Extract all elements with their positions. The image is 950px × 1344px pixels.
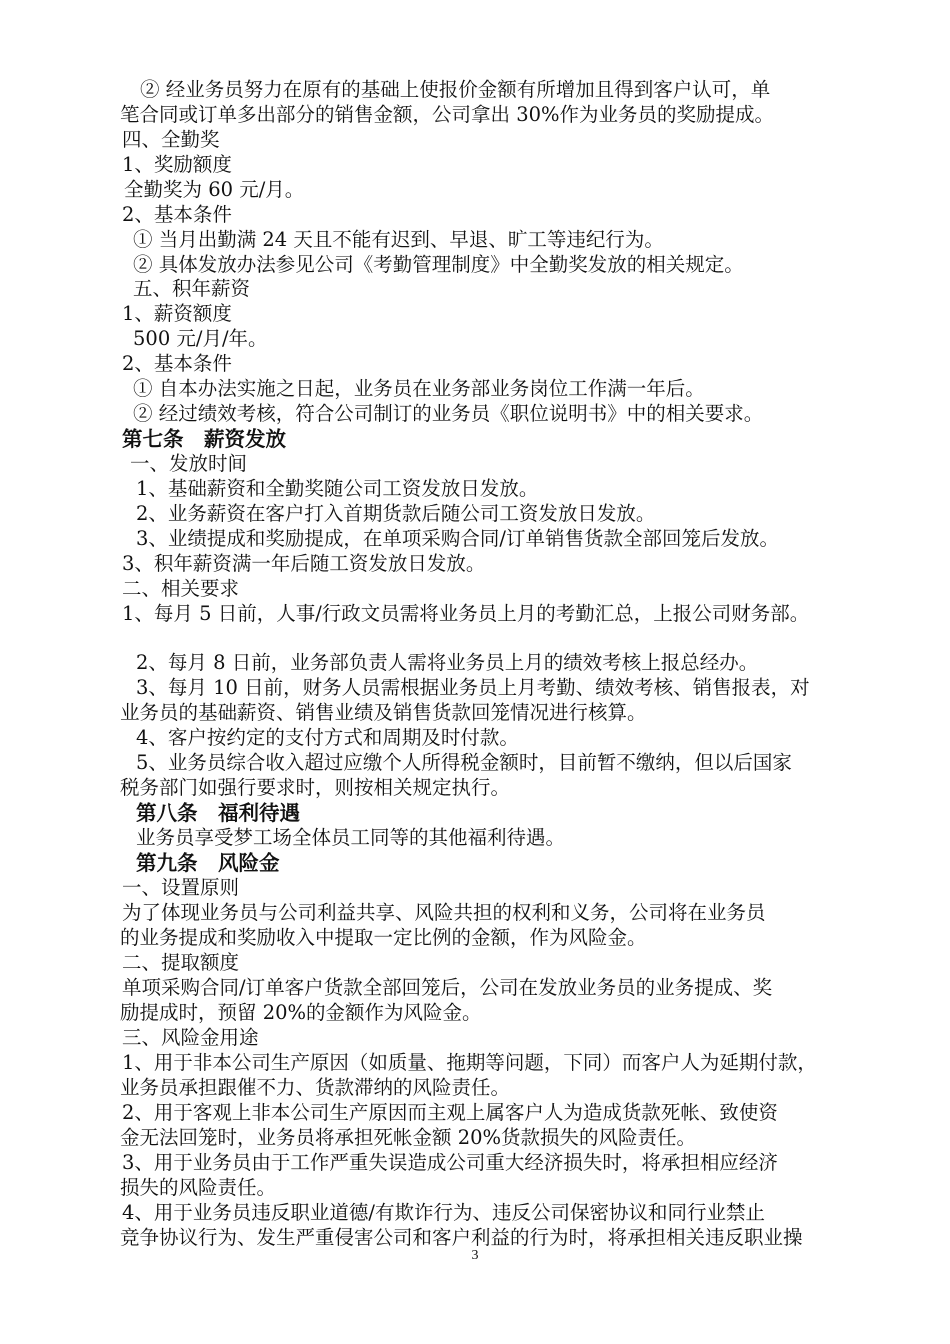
text-line: 4、客户按约定的支付方式和周期及时付款。 (136, 726, 519, 749)
text-line: 损失的风险责任。 (120, 1176, 277, 1199)
text-line: ① 自本办法实施之日起，业务员在业务部业务岗位工作满一年后。 (133, 377, 705, 400)
text-line: 2、每月 8 日前，业务部负责人需将业务员上月的绩效考核上报总经办。 (136, 651, 759, 674)
text-line: ① 当月出勤满 24 天且不能有迟到、早退、旷工等违纪行为。 (133, 228, 664, 251)
text-line: 4、用于业务员违反职业道德/有欺诈行为、违反公司保密协议和同行业禁止 (122, 1201, 765, 1224)
text-line: 2、基本条件 (122, 352, 232, 375)
text-line: 税务部门如强行要求时，则按相关规定执行。 (120, 776, 511, 799)
text-line: 1、每月 5 日前，人事/行政文员需将业务员上月的考勤汇总，上报公司财务部。 (122, 602, 810, 625)
text-line: 2、基本条件 (122, 203, 232, 226)
text-line: 为了体现业务员与公司利益共享、风险共担的权利和义务，公司将在业务员 (122, 901, 766, 924)
text-line: 一、发放时间 (130, 452, 248, 475)
text-line: 500 元/月/年。 (133, 327, 268, 350)
text-line: 业务员承担跟催不力、货款滞纳的风险责任。 (120, 1076, 511, 1099)
text-line: 1、薪资额度 (122, 302, 232, 325)
section-heading: 第七条 薪资发放 (122, 427, 286, 451)
text-line: 的业务提成和奖励收入中提取一定比例的金额，作为风险金。 (120, 926, 647, 949)
text-line: 励提成时，预留 20%的金额作为风险金。 (120, 1001, 482, 1024)
page-number: 3 (471, 1248, 479, 1263)
text-line: 竞争协议行为、发生严重侵害公司和客户利益的行为时，将承担相关违反职业操 (120, 1226, 803, 1249)
text-line: 四、全勤奖 (122, 128, 220, 151)
text-line: 3、业绩提成和奖励提成，在单项采购合同/订单销售货款全部回笼后发放。 (136, 527, 779, 550)
text-line: 3、每月 10 日前，财务人员需根据业务员上月考勤、绩效考核、销售报表，对 (136, 676, 810, 699)
text-line: 笔合同或订单多出部分的销售金额，公司拿出 30%作为业务员的奖励提成。 (120, 103, 775, 126)
section-heading: 第九条 风险金 (136, 851, 280, 875)
text-line: 二、提取额度 (122, 951, 240, 974)
text-line: 3、积年薪资满一年后随工资发放日发放。 (122, 552, 486, 575)
section-heading: 第八条 福利待遇 (136, 801, 300, 825)
text-line: 3、用于业务员由于工作严重失误造成公司重大经济损失时，将承担相应经济 (122, 1151, 778, 1174)
text-line: 1、奖励额度 (122, 153, 232, 176)
text-line: 全勤奖为 60 元/月。 (124, 178, 305, 201)
text-line: 业务员的基础薪资、销售业绩及销售货款回笼情况进行核算。 (120, 701, 647, 724)
text-line: 金无法回笼时，业务员将承担死帐金额 20%货款损失的风险责任。 (120, 1126, 697, 1149)
text-line: 1、用于非本公司生产原因（如质量、拖期等问题，下同）而客户人为延期付款， (122, 1051, 817, 1074)
text-line: 单项采购合同/订单客户货款全部回笼后，公司在发放业务员的业务提成、奖 (122, 976, 773, 999)
text-line: 业务员享受梦工场全体员工同等的其他福利待遇。 (136, 826, 566, 849)
text-line: 5、业务员综合收入超过应缴个人所得税金额时，目前暂不缴纳，但以后国家 (136, 751, 792, 774)
text-line: 五、积年薪资 (133, 277, 251, 300)
text-line: 2、业务薪资在客户打入首期货款后随公司工资发放日发放。 (136, 502, 656, 525)
text-line: 三、风险金用途 (122, 1026, 259, 1049)
text-line: ② 经业务员努力在原有的基础上使报价金额有所增加且得到客户认可，单 (140, 78, 771, 101)
text-line: 1、基础薪资和全勤奖随公司工资发放日发放。 (136, 477, 539, 500)
text-line: ② 具体发放办法参见公司《考勤管理制度》中全勤奖发放的相关规定。 (133, 253, 744, 276)
text-line: 2、用于客观上非本公司生产原因而主观上属客户人为造成货款死帐、致使资 (122, 1101, 778, 1124)
text-line: ② 经过绩效考核，符合公司制订的业务员《职位说明书》中的相关要求。 (133, 402, 764, 425)
text-line: 二、相关要求 (122, 577, 240, 600)
text-line: 一、设置原则 (122, 876, 240, 899)
